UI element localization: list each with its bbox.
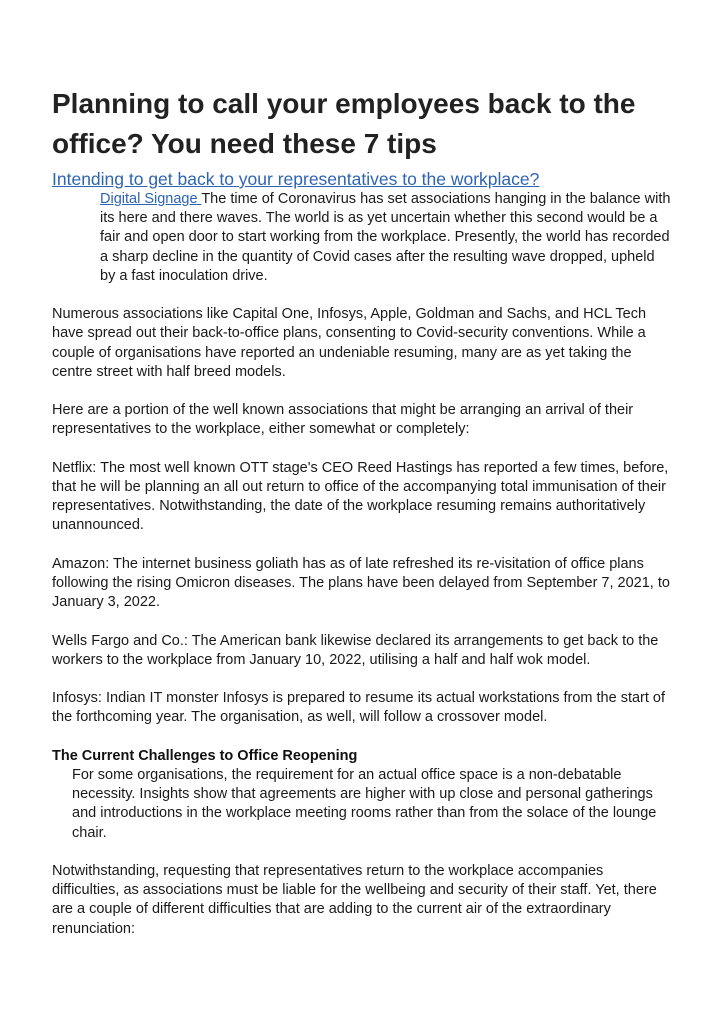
paragraph-netflix: Netflix: The most well known OTT stage's CEO Reed Hastings has reported a few times, before, that he will be planning an all out return to office of the accompanying total immunisation of their representatives. Notwithstanding, the date of the workplace resuming remains authoritatively unannounced.: [52, 459, 669, 534]
section-paragraph-difficulties: Notwithstanding, requesting that representatives return to the workplace accompanies difficulties, as associations must be liable for the wellbeing and security of their staff. Yet, there are a couple of different difficulties that are adding to the current air of the extraordinary renunciation:: [52, 862, 657, 937]
paragraph-gap: [52, 286, 672, 305]
document-page: [52, 84, 672, 939]
subtitle-text: Intending to get back to your representatives to the workplace?: [52, 169, 540, 189]
paragraph-gap: [52, 382, 672, 401]
subtitle: [52, 168, 672, 190]
digital-signage-link[interactable]: Digital Signage: [100, 191, 202, 207]
paragraph-gap: [52, 440, 672, 459]
intro-paragraph: [52, 190, 672, 286]
paragraph-gap: [52, 843, 672, 862]
paragraph-infosys: Infosys: Indian IT monster Infosys is prepared to resume its actual workstations from the start of the forthcoming year. The organisation, as well, will follow a crossover model.: [52, 690, 666, 726]
section-heading: The Current Challenges to Office Reopening: [52, 747, 358, 764]
paragraph-gap: [52, 612, 672, 631]
section-paragraph-office-space: For some organisations, the requirement for an actual office space is a non-debatable necessity. Insights show that agreements are higher with up close and personal gatherings and introductions in the workplace meeting rooms rather than from the solace of the lounge chair.: [72, 766, 657, 841]
paragraph-gap: [52, 670, 672, 689]
page-title: Planning to call your employees back to the office? You need these 7 tips: [52, 88, 636, 159]
paragraph-wells-fargo: Wells Fargo and Co.: The American bank likewise declared its arrangements to get back to the workers to the workplace from January 10, 2022, utilising a half and half wok model.: [52, 632, 659, 668]
paragraph-gap: [52, 536, 672, 555]
paragraph-gap: [52, 728, 672, 747]
paragraph-associations: Numerous associations like Capital One, Infosys, Apple, Goldman and Sachs, and HCL Tech have spread out their back-to-office plans, consenting to Covid-security conventions. While a couple of organisations have reported an undeniable resuming, many are as yet taking the centre street with half breed models.: [52, 306, 647, 380]
paragraph-amazon: Amazon: The internet business goliath has as of late refreshed its re-visitation of office plans following the rising Omicron diseases. The plans have been delayed from September 7, 2021, to January 3, 2022.: [52, 555, 670, 611]
paragraph-known-associations: Here are a portion of the well known associations that might be arranging an arrival of their representatives to the workplace, either somewhat or completely:: [52, 402, 634, 438]
intro-text: The time of Coronavirus has set associations hanging in the balance with its here and there waves. The world is as yet uncertain whether this second would be a fair and open door to start working from the workplace. Presently, the world has recorded a sharp decline in the quantity of Covid cases after the resulting wave dropped, upheld by a fast inoculation drive.: [100, 191, 671, 284]
